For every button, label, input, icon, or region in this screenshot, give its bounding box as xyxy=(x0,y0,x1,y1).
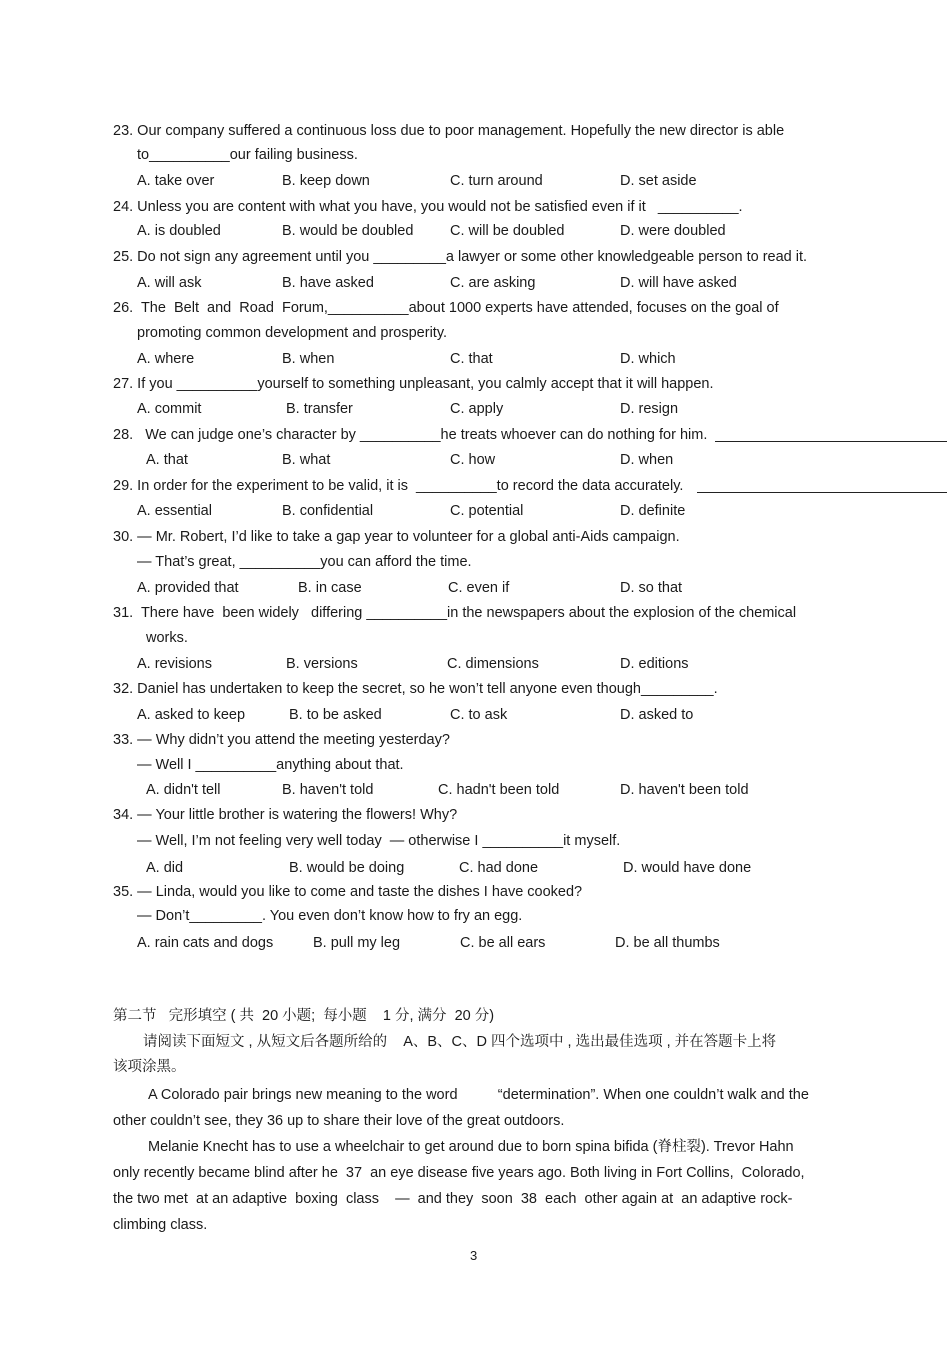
q30-stem-line2: — That’s great, __________you can afford the time. xyxy=(137,554,472,570)
q28-option-d: D. when xyxy=(620,452,674,468)
q23-option-a: A. take over xyxy=(137,173,215,189)
q30-option-c: C. even if xyxy=(448,580,510,596)
q29-option-a: A. essential xyxy=(137,503,212,519)
q31-stem-line1: 31. There have been widely differing __________in the newspapers about the explosion of the chemical xyxy=(113,605,797,621)
q26-option-c: C. that xyxy=(450,351,493,367)
passage-line4: only recently became blind after he 37 an eye disease five years ago. Both living in Fort Collins, Colorado, xyxy=(113,1165,805,1181)
q34-option-a: A. did xyxy=(146,860,184,876)
q25-option-b: B. have asked xyxy=(282,275,374,291)
q35-option-c: C. be all ears xyxy=(460,935,546,951)
q35-option-d: D. be all thumbs xyxy=(615,935,720,951)
q26-option-b: B. when xyxy=(282,351,335,367)
q30-option-a: A. provided that xyxy=(137,580,239,596)
q24-option-d: D. were doubled xyxy=(620,223,726,239)
passage-line3: Melanie Knecht has to use a wheelchair to get around due to born spina bifida (脊柱裂). Trevor Hahn xyxy=(148,1139,794,1155)
q27-option-c: C. apply xyxy=(450,401,504,417)
q25-option-c: C. are asking xyxy=(450,275,536,291)
q31-option-c: C. dimensions xyxy=(447,656,539,672)
q28-stem-line1: 28. We can judge one’s character by __________he treats whoever can do nothing for him. xyxy=(113,427,708,443)
q28-option-a: A. that xyxy=(146,452,188,468)
q27-option-a: A. commit xyxy=(137,401,202,417)
q23-stem-line1: 23. Our company suffered a continuous loss due to poor management. Hopefully the new director is able xyxy=(113,123,785,139)
q35-option-a: A. rain cats and dogs xyxy=(137,935,274,951)
q23-stem-line2: to__________our failing business. xyxy=(137,147,358,163)
q32-option-c: C. to ask xyxy=(450,707,508,723)
q29-option-c: C. potential xyxy=(450,503,524,519)
q32-stem-line1: 32. Daniel has undertaken to keep the secret, so he won’t tell anyone even though_________. xyxy=(113,681,718,697)
q33-option-b: B. haven't told xyxy=(282,782,374,798)
q31-stem-line2: works. xyxy=(146,630,188,646)
q25-option-d: D. will have asked xyxy=(620,275,737,291)
section-heading: 第二节 完形填空 ( 共 20 小题; 每小题 1 分, 满分 20 分) xyxy=(113,1008,495,1024)
q33-option-c: C. hadn't been told xyxy=(438,782,560,798)
q25-stem-line1: 25. Do not sign any agreement until you _________a lawyer or some other knowledgeable person to read it. xyxy=(113,249,808,265)
q23-option-d: D. set aside xyxy=(620,173,697,189)
q29-option-b: B. confidential xyxy=(282,503,374,519)
q35-stem-line2: — Don’t_________. You even don’t know how to fry an egg. xyxy=(137,908,523,924)
q28-rule xyxy=(715,441,947,442)
q26-option-d: D. which xyxy=(620,351,676,367)
q33-stem-line2: — Well I __________anything about that. xyxy=(137,757,404,773)
q27-stem-line1: 27. If you __________yourself to something unpleasant, you calmly accept that it will happen. xyxy=(113,376,714,392)
q28-option-c: C. how xyxy=(450,452,496,468)
passage-line2: other couldn’t see, they 36 up to share their love of the great outdoors. xyxy=(113,1113,565,1129)
q29-option-d: D. definite xyxy=(620,503,686,519)
passage-line1: A Colorado pair brings new meaning to the word “determination”. When one couldn’t walk and the xyxy=(148,1087,809,1103)
q34-option-b: B. would be doing xyxy=(289,860,405,876)
q34-stem-line1: 34. — Your little brother is watering the flowers! Why? xyxy=(113,807,458,823)
q33-option-a: A. didn't tell xyxy=(146,782,221,798)
q26-option-a: A. where xyxy=(137,351,195,367)
q35-stem-line1: 35. — Linda, would you like to come and taste the dishes I have cooked? xyxy=(113,884,583,900)
q29-stem-line1: 29. In order for the experiment to be valid, it is __________to record the data accurately. xyxy=(113,478,684,494)
section-instruction-line2: 该项涂黑。 xyxy=(113,1059,186,1075)
q31-option-b: B. versions xyxy=(286,656,358,672)
q26-stem-line1: 26. The Belt and Road Forum,__________about 1000 experts have attended, focuses on the goal of xyxy=(113,300,779,316)
q23-option-b: B. keep down xyxy=(282,173,370,189)
q30-stem-line1: 30. — Mr. Robert, I’d like to take a gap year to volunteer for a global anti-Aids campaign. xyxy=(113,529,680,545)
section-instruction-line1: 请阅读下面短文 , 从短文后各题所给的 A、B、C、D 四个选项中 , 选出最佳选项 , 并在答题卡上将 xyxy=(143,1034,777,1050)
q27-option-d: D. resign xyxy=(620,401,679,417)
q32-option-b: B. to be asked xyxy=(289,707,382,723)
q32-option-a: A. asked to keep xyxy=(137,707,246,723)
q34-option-d: D. would have done xyxy=(623,860,752,876)
q33-option-d: D. haven't been told xyxy=(620,782,749,798)
q26-stem-line2: promoting common development and prosperity. xyxy=(137,325,448,341)
q33-stem-line1: 33. — Why didn’t you attend the meeting yesterday? xyxy=(113,732,450,748)
q35-option-b: B. pull my leg xyxy=(313,935,401,951)
q30-option-b: B. in case xyxy=(298,580,362,596)
passage-line5: the two met at an adaptive boxing class — and they soon 38 each other again at an adaptive rock- xyxy=(113,1191,793,1207)
q31-option-d: D. editions xyxy=(620,656,689,672)
q25-option-a: A. will ask xyxy=(137,275,202,291)
q34-option-c: C. had done xyxy=(459,860,539,876)
q23-option-c: C. turn around xyxy=(450,173,543,189)
q28-option-b: B. what xyxy=(282,452,331,468)
q34-stem-line2: — Well, I’m not feeling very well today — otherwise I __________it myself. xyxy=(137,833,621,849)
page-number: 3 xyxy=(470,1248,478,1263)
q24-option-a: A. is doubled xyxy=(137,223,221,239)
q31-option-a: A. revisions xyxy=(137,656,212,672)
passage-line6: climbing class. xyxy=(113,1217,208,1233)
q27-option-b: B. transfer xyxy=(286,401,353,417)
q24-option-b: B. would be doubled xyxy=(282,223,414,239)
q32-option-d: D. asked to xyxy=(620,707,694,723)
q29-rule xyxy=(697,492,947,493)
q30-option-d: D. so that xyxy=(620,580,683,596)
q24-stem-line1: 24. Unless you are content with what you have, you would not be satisfied even if it __________. xyxy=(113,199,743,215)
q24-option-c: C. will be doubled xyxy=(450,223,565,239)
